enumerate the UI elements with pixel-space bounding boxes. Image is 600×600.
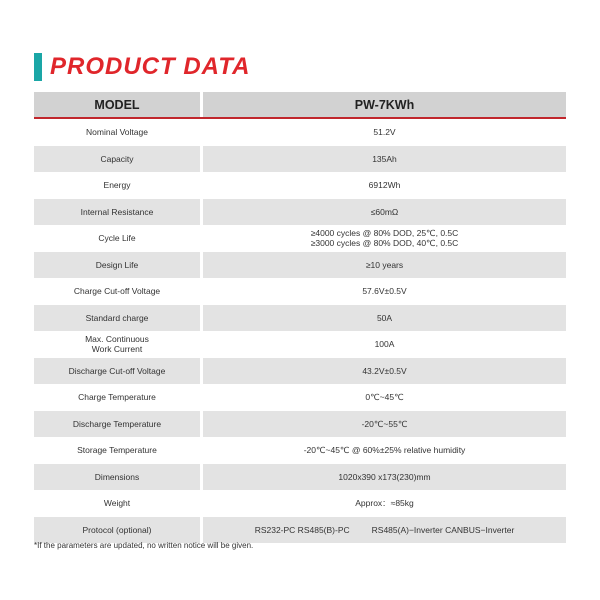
row-label: Capacity — [34, 146, 200, 173]
table-row — [34, 305, 566, 332]
row-label — [34, 331, 200, 358]
table-row — [34, 199, 566, 226]
row-label: Weight — [103, 498, 131, 509]
row-label: Charge Temperature — [78, 392, 156, 403]
table-row — [34, 464, 566, 491]
row-label: Discharge Temperature — [34, 411, 200, 438]
table-row — [34, 225, 566, 252]
row-value: 6912Wh — [368, 180, 401, 191]
table-row — [34, 437, 566, 464]
product-data-table — [34, 92, 566, 543]
table-row — [34, 490, 566, 517]
table-row — [34, 411, 566, 438]
row-label: Dimensions — [34, 464, 200, 491]
row-value: ≤60mΩ — [203, 199, 566, 226]
row-label: Storage Temperature — [77, 445, 157, 456]
row-label: Cycle Life — [98, 233, 136, 244]
row-label: Standard charge — [34, 305, 200, 332]
row-value: Approx：≈85kg — [355, 498, 414, 509]
footnote: *If the parameters are updated, no written notice will be given. — [34, 541, 254, 550]
row-value: 43.2V±0.5V — [203, 358, 566, 385]
table-row — [34, 358, 566, 385]
row-value — [203, 225, 566, 252]
row-value: -20℃~55℃ — [203, 411, 566, 438]
row-label: Design Life — [34, 252, 200, 279]
table-row — [34, 252, 566, 279]
row-value: 57.6V±0.5V — [362, 286, 407, 297]
table-row — [34, 172, 566, 199]
row-label-line: Max. Continuous — [85, 334, 149, 345]
row-value-line: ≥4000 cycles @ 80% DOD, 25℃, 0.5C — [310, 228, 459, 239]
row-value-line: ≥3000 cycles @ 80% DOD, 40℃, 0.5C — [310, 238, 459, 249]
section-heading — [34, 52, 250, 82]
row-label: Internal Resistance — [34, 199, 200, 226]
heading-accent-bar — [34, 53, 42, 81]
row-value: -20℃~45℃ @ 60%±25% relative humidity — [303, 445, 466, 456]
row-value: 51.2V — [373, 127, 396, 138]
row-label: Charge Cut-off Voltage — [73, 286, 161, 297]
row-value: 50A — [203, 305, 566, 332]
model-label: MODEL — [34, 92, 200, 117]
table-row — [34, 119, 566, 146]
row-value: 1020x390 x173(230)mm — [203, 464, 566, 491]
row-label-line: Work Current — [91, 344, 143, 355]
row-value: ≥10 years — [203, 252, 566, 279]
row-label: Energy — [103, 180, 131, 191]
table-row — [34, 517, 566, 544]
protocol-pc: RS232-PC RS485(B)-PC — [254, 524, 350, 535]
row-value: 135Ah — [203, 146, 566, 173]
row-value — [203, 517, 566, 544]
table-row — [34, 146, 566, 173]
row-label: Discharge Cut-off Voltage — [34, 358, 200, 385]
row-value: 100A — [374, 339, 395, 350]
page-title: PRODUCT DATA — [50, 53, 251, 80]
table-header — [34, 92, 566, 119]
table-row — [34, 384, 566, 411]
model-value: PW-7KWh — [203, 92, 566, 117]
table-row — [34, 278, 566, 305]
row-label: Protocol (optional) — [34, 517, 200, 544]
protocol-inverter: RS485(A)−Inverter CANBUS−Inverter — [371, 524, 515, 535]
row-value: 0℃~45℃ — [365, 392, 404, 403]
table-row — [34, 331, 566, 358]
row-label: Nominal Voltage — [86, 127, 148, 138]
